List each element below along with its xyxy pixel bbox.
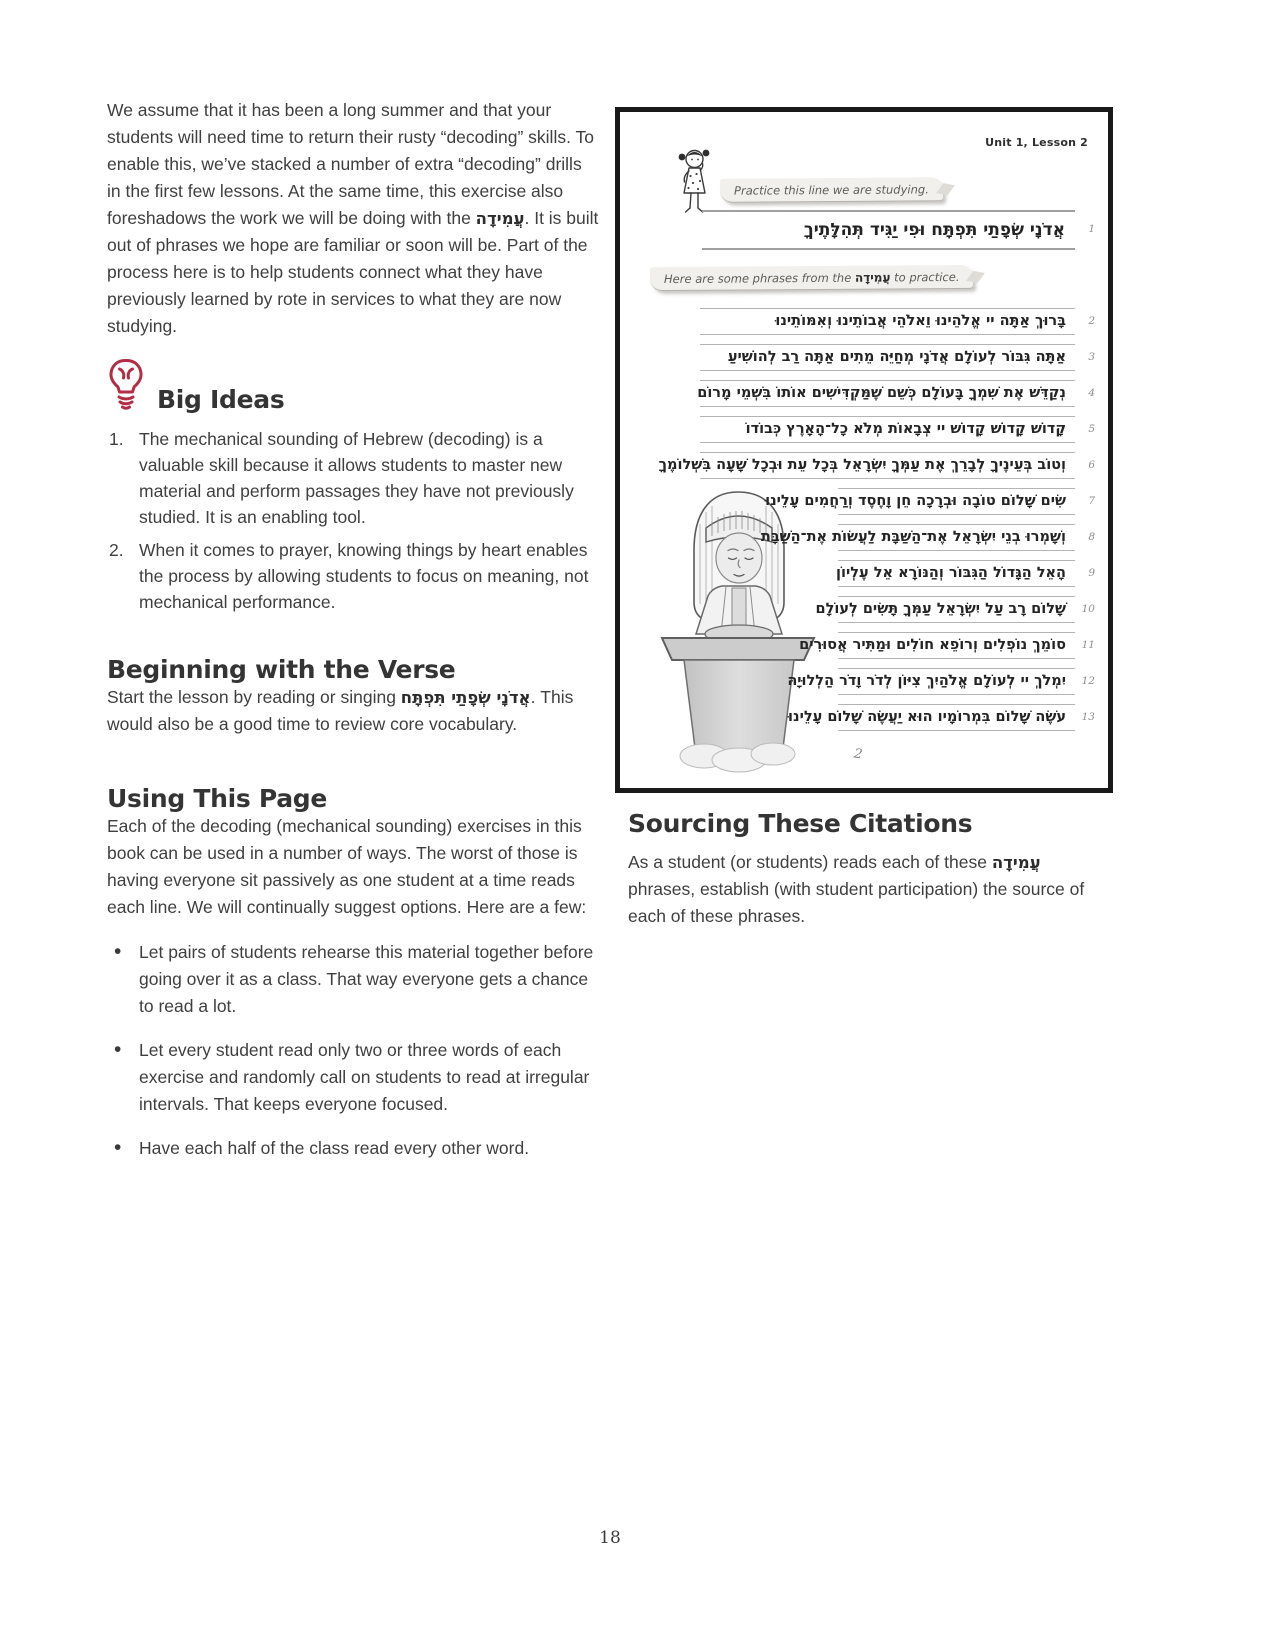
- worksheet-line: [620, 632, 1108, 659]
- page-content: [107, 97, 1113, 1179]
- worksheet-line: [620, 596, 1108, 623]
- worksheet-line: [620, 416, 1108, 443]
- line-number: 3: [1088, 351, 1095, 363]
- hebrew-term-amidah: עֲמִידָה: [475, 209, 525, 228]
- hebrew-phrase: קָדוֹשׁ קָדוֹשׁ קָדוֹשׁ יי צְבָאוֹת מְלֹא כָל־הָאָרֶץ כְּבוֹדוֹ: [700, 416, 1075, 443]
- big-idea-item: 2. When it comes to prayer, knowing things by heart enables the process by allowing students to focus on meaning, not mechanical performance.: [109, 540, 589, 612]
- big-ideas-title: Big Ideas: [157, 385, 285, 414]
- hebrew-phrase: וְשָׁמְרוּ בְנֵי יִשְׂרָאֵל אֶת־הַשַּׁבָּת לַעֲשׂוֹת אֶת־הַשַּׁבָּת: [838, 524, 1075, 551]
- hebrew-phrase: יִמְלֹךְ יי לְעוֹלָם אֱלֹהַיִךְ צִיּוֹן לְדֹר וָדֹר הַלְלוּיָהּ: [838, 668, 1075, 695]
- banner-amidah-phrases: Here are some phrases from the עֲמִידָה to practice.: [650, 265, 974, 290]
- worksheet-line: [620, 668, 1108, 695]
- sourcing-title: Sourcing These Citations: [628, 809, 973, 838]
- option-item: • Have each half of the class read every other word.: [107, 1135, 599, 1162]
- hebrew-phrase: הָאֵל הַגָּדוֹל הַגִּבּוֹר וְהַנּוֹרָא אֵל עֶלְיוֹן: [838, 560, 1075, 587]
- left-column: [107, 97, 599, 1179]
- using-paragraph: Each of the decoding (mechanical sounding) exercises in this book can be used in a number of ways. The worst of those is having everyone sit passively as one student at a time reads each line. We will continually suggest options. Here are a few:: [107, 816, 587, 917]
- hebrew-term-amidah: עֲמִידָה: [854, 270, 891, 285]
- option-item: • Let every student read only two or three words of each exercise and randomly call on students to read at irregular intervals. That keeps everyone focused.: [107, 1037, 599, 1118]
- line-number: 10: [1081, 603, 1095, 615]
- sourcing-paragraph: As a student (or students) reads each of these עֲמִידָה phrases, establish (with student participation) the source of each of these phrases.: [628, 852, 1085, 926]
- worksheet-line: [620, 704, 1108, 731]
- hebrew-phrase: שִׂים שָׁלוֹם טוֹבָה וּבְרָכָה חֵן וָחֶסֶד וְרַחֲמִים עָלֵינוּ: [838, 488, 1075, 515]
- verse-paragraph: Start the lesson by reading or singing אֲדֹנָי שְׂפָתַי תִּפְתָּח. This would also be a good time to review core vocabulary.: [107, 687, 574, 734]
- hebrew-phrase: בָּרוּךְ אַתָּה יי אֱלֹהֵינוּ וֵאלֹהֵי אֲבוֹתֵינוּ וְאִמּוֹתֵינוּ: [700, 308, 1075, 335]
- line-number: 1: [1088, 223, 1095, 235]
- banner-practice-line: Practice this line we are studying.: [720, 177, 943, 202]
- worksheet-line: [620, 308, 1108, 335]
- hebrew-verse-phrase: אֲדֹנָי שְׂפָתַי תִּפְתָּח: [400, 688, 531, 707]
- hebrew-phrase: שָׁלוֹם רָב עַל יִשְׂרָאֵל עַמְּךָ תָּשִׂים לְעוֹלָם: [838, 596, 1075, 623]
- line-number: 7: [1088, 495, 1095, 507]
- line-number: 9: [1088, 567, 1095, 579]
- worksheet-line: [620, 452, 1108, 479]
- intro-paragraph: We assume that it has been a long summer and that your students will need time to return their rusty “decoding” skills. To enable this, we’ve stacked a number of extra “decoding” drills in the first few lessons. At the same time, this exercise also foreshadows the work we will be doing with the עֲמִידָה. It is built out of phrases we hope are familiar or soon will be. Part of the process here is to help students connect what they have previously learned by rote in services to what they are now studying.: [107, 100, 599, 336]
- line-number: 12: [1081, 675, 1095, 687]
- hebrew-phrase: אַתָּה גִּבּוֹר לְעוֹלָם אֲדֹנָי מְחַיֵּה מֵתִים אַתָּה רַב לְהוֹשִׁיעַ: [700, 344, 1075, 371]
- line-number: 2: [1088, 315, 1095, 327]
- line-number: 5: [1088, 423, 1095, 435]
- hebrew-phrase: סוֹמֵךְ נוֹפְלִים וְרוֹפֵא חוֹלִים וּמַתִּיר אֲסוּרִים: [838, 632, 1075, 659]
- sourcing-section: [615, 809, 1106, 930]
- line-number: 11: [1081, 639, 1095, 651]
- worksheet-line: [620, 344, 1108, 371]
- worksheet-verse-line: [620, 210, 1108, 250]
- worksheet-page-number: 2: [852, 746, 864, 763]
- worksheet-line: [620, 488, 1108, 515]
- unit-lesson-label: Unit 1, Lesson 2: [985, 136, 1088, 149]
- page-number: 18: [599, 1528, 621, 1548]
- worksheet-rows: [620, 308, 1108, 740]
- right-column: [615, 107, 1113, 1179]
- line-number: 8: [1088, 531, 1095, 543]
- worksheet-line: [620, 524, 1108, 551]
- hebrew-term-amidah: עֲמִידָה: [991, 853, 1041, 872]
- worksheet-page: [615, 107, 1113, 793]
- hebrew-phrase: נְקַדֵּשׁ אֶת שִׁמְךָ בָּעוֹלָם כְּשֵׁם שֶׁמַּקְדִּישִׁים אוֹתוֹ בִּשְׁמֵי מָרוֹם: [700, 380, 1075, 407]
- using-this-page-title: Using This Page: [107, 784, 328, 813]
- hebrew-phrase: וְטוֹב בְּעֵינֶיךָ לְבָרֵךְ אֶת עַמְּךָ יִשְׂרָאֵל בְּכָל עֵת וּבְכָל שָׁעָה בִּשְׁלוֹמֶךָ: [700, 452, 1075, 479]
- hebrew-phrase: אֲדֹנָי שְׂפָתַי תִּפְתָּח וּפִי יַגִּיד תְּהִלָּתֶיךָ: [702, 210, 1075, 250]
- big-ideas-list: [107, 426, 599, 615]
- big-idea-item: 1. The mechanical sounding of Hebrew (decoding) is a valuable skill because it allows students to master new material and perform passages they have not previously studied. It is an enabling tool.: [109, 429, 574, 527]
- using-options-list: [107, 939, 599, 1162]
- worksheet-line: [620, 560, 1108, 587]
- big-ideas-heading: [107, 360, 599, 418]
- lightbulb-icon: [107, 357, 145, 418]
- hebrew-phrase: עֹשֶׂה שָׁלוֹם בִּמְרוֹמָיו הוּא יַעֲשֶׂה שָׁלוֹם עָלֵינוּ: [838, 704, 1075, 731]
- line-number: 6: [1088, 459, 1095, 471]
- line-number: 4: [1088, 387, 1095, 399]
- beginning-with-verse-title: Beginning with the Verse: [107, 655, 456, 684]
- option-item: • Let pairs of students rehearse this material together before going over it as a class. That way everyone gets a chance to read a lot.: [107, 939, 599, 1020]
- worksheet-line: [620, 380, 1108, 407]
- line-number: 13: [1081, 711, 1095, 723]
